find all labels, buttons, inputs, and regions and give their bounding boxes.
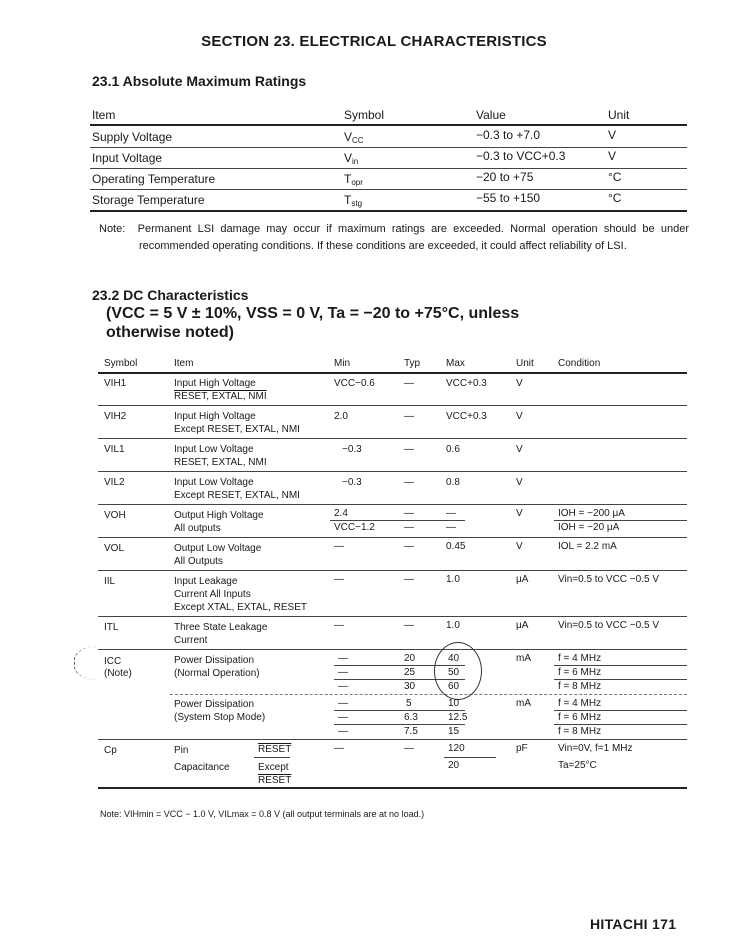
dc-unit: V: [516, 541, 523, 552]
dc-unit: V: [516, 508, 523, 519]
dc-condition: IOL = 2.2 mA: [558, 541, 617, 552]
dc-min: —: [334, 541, 344, 552]
dc-symbol: VOL: [104, 543, 125, 554]
dc-item-pins: RESET, EXTAL, NMI: [174, 391, 267, 402]
dc-typ: 30: [404, 681, 416, 692]
dc-footnote: Note: VIHmin = VCC − 1.0 V, VILmax = 0.8 V (all output terminals are at no load.): [100, 809, 425, 819]
dc-max: 0.6: [446, 444, 460, 455]
dc-min: —: [338, 667, 348, 678]
dc-item: Power Dissipation: [174, 699, 255, 710]
dc-symbol-note: (Note): [104, 668, 132, 679]
section-23-1-title: 23.1 Absolute Maximum Ratings: [92, 73, 307, 89]
dc-typ: —: [404, 477, 414, 488]
amr-row-symbol: $T_{stg}$: [344, 193, 363, 208]
dc-max: 40: [448, 653, 460, 664]
dc-symbol: ICC: [104, 656, 122, 667]
dc-max: 120: [448, 743, 465, 754]
dc-unit: V: [516, 411, 523, 422]
amr-row-item: Supply Voltage: [92, 130, 173, 144]
dc-condition: f = 6 MHz: [558, 667, 602, 678]
dc-min: —: [334, 743, 344, 754]
dc-symbol: VIL2: [104, 477, 125, 488]
dc-unit: V: [516, 378, 523, 389]
dc-condition: IOH = −20 μA: [558, 522, 620, 533]
handwritten-circle-mark: [434, 642, 482, 700]
dc-item: Power Dissipation: [174, 655, 255, 666]
dc-unit: μA: [516, 620, 529, 631]
dc-typ: —: [404, 574, 414, 585]
dc-conditions-line2: otherwise noted): [106, 324, 235, 341]
dc-max: 0.8: [446, 477, 460, 488]
dc-typ: —: [404, 743, 414, 754]
dc-header-symbol: Symbol: [104, 358, 138, 369]
note-text: Permanent LSI damage may occur if maximum ratings are exceeded. Normal operation should be under recommended operating conditions. If these conditions are exceeded, it could affect reliability of LSI.: [137, 223, 689, 252]
dc-item-pins: Except RESET, EXTAL, NMI: [174, 424, 300, 435]
dc-item: Input Low Voltage: [174, 444, 254, 455]
dc-symbol: ITL: [104, 622, 119, 633]
dc-item: Output Low Voltage: [174, 543, 262, 554]
dc-item-detail: Capacitance: [174, 762, 230, 773]
amr-row-value: −20 to +75: [476, 170, 534, 184]
amr-header-value: Value: [476, 108, 506, 122]
dc-max: VCC+0.3: [446, 411, 487, 422]
dc-min: —: [334, 620, 344, 631]
dc-max: 0.45: [446, 541, 466, 552]
dc-max: —: [446, 508, 456, 519]
dc-conditions-line1: (VCC = 5 V ± 10%, VSS = 0 V, Ta = −20 to +75°C, unless: [106, 305, 520, 322]
dc-item: Input High Voltage: [174, 378, 256, 389]
dc-condition: Vin=0.5 to VCC −0.5 V: [558, 620, 659, 631]
dc-max: 12.5: [448, 712, 468, 723]
dc-header-condition: Condition: [558, 358, 601, 369]
dc-max: —: [446, 522, 456, 533]
dc-min: —: [334, 574, 344, 585]
amr-row-value: −0.3 to +7.0: [476, 128, 541, 142]
dc-typ: —: [404, 444, 414, 455]
dc-max: VCC+0.3: [446, 378, 487, 389]
page-brand-number: HITACHI 171: [590, 916, 677, 932]
dc-unit: V: [516, 444, 523, 455]
amr-row-value: −55 to +150: [476, 191, 541, 205]
section-23-2-title: 23.2 DC Characteristics: [92, 287, 249, 303]
amr-row-unit: V: [608, 128, 617, 142]
dc-item: Input Low Voltage: [174, 477, 254, 488]
dc-typ: —: [404, 522, 414, 533]
amr-row-value: −0.3 to VCC+0.3: [476, 149, 566, 163]
dc-typ: —: [404, 411, 414, 422]
dc-max: 20: [448, 760, 460, 771]
dc-item-pins: All Outputs: [174, 556, 223, 567]
dc-symbol: VOH: [104, 510, 126, 521]
dc-item: Pin: [174, 745, 189, 756]
dc-symbol: IIL: [104, 576, 116, 587]
dc-typ: 5: [406, 698, 412, 709]
dc-typ: —: [404, 378, 414, 389]
dc-header-item: Item: [174, 358, 194, 369]
amr-row-item: Storage Temperature: [92, 193, 205, 207]
dc-max: 50: [448, 667, 460, 678]
dc-condition: Ta=25°C: [558, 760, 597, 771]
dc-condition: Vin=0.5 to VCC −0.5 V: [558, 574, 659, 585]
dc-unit: mA: [516, 653, 531, 664]
dc-unit: mA: [516, 698, 531, 709]
amr-row-item: Input Voltage: [92, 151, 163, 165]
amr-row-symbol: $V_{CC}$: [344, 130, 364, 145]
dc-pin-name: RESET: [258, 744, 292, 755]
amr-header-item: Item: [92, 108, 116, 122]
dc-typ: 6.3: [404, 712, 418, 723]
dc-typ: —: [404, 541, 414, 552]
dc-symbol: VIH1: [104, 378, 127, 389]
dc-min: 2.0: [334, 411, 348, 422]
dc-symbol: VIL1: [104, 444, 125, 455]
amr-header-unit: Unit: [608, 108, 630, 122]
dc-max: 1.0: [446, 620, 460, 631]
dc-condition: f = 8 MHz: [558, 726, 602, 737]
dc-unit: pF: [516, 743, 528, 754]
dc-typ: 20: [404, 653, 416, 664]
dc-header-typ: Typ: [404, 358, 421, 369]
dc-condition: f = 4 MHz: [558, 653, 602, 664]
dc-typ: 25: [404, 667, 416, 678]
amr-header-symbol: Symbol: [344, 108, 385, 122]
dc-symbol: Cp: [104, 745, 117, 756]
dc-unit: μA: [516, 574, 529, 585]
dc-unit: V: [516, 477, 523, 488]
dc-typ: —: [404, 508, 414, 519]
dc-pin-name: Except: [258, 762, 289, 773]
dc-item-detail: Current: [174, 635, 208, 646]
dc-header-max: Max: [446, 358, 465, 369]
dc-min: —: [338, 726, 348, 737]
dc-typ: 7.5: [404, 726, 418, 737]
dc-item: Output High Voltage: [174, 510, 264, 521]
dc-min: −0.3: [342, 444, 362, 455]
dc-item-pins: Except RESET, EXTAL, NMI: [174, 490, 300, 501]
dc-max: 60: [448, 681, 460, 692]
amr-note: [99, 221, 689, 255]
amr-row-unit: V: [608, 149, 617, 163]
dc-max: 1.0: [446, 574, 460, 585]
dc-min: —: [338, 681, 348, 692]
dc-item: Input Leakage: [174, 576, 238, 587]
dc-min: VCC−0.6: [334, 378, 375, 389]
dc-condition: f = 4 MHz: [558, 698, 602, 709]
dc-condition: f = 8 MHz: [558, 681, 602, 692]
dc-item-pins: Except XTAL, EXTAL, RESET: [174, 602, 308, 613]
dc-condition: IOH = −200 μA: [558, 508, 625, 519]
dc-min: —: [338, 653, 348, 664]
dc-item: Input High Voltage: [174, 411, 256, 422]
dc-max: 15: [448, 726, 460, 737]
dc-item-pins: RESET, EXTAL, NMI: [174, 457, 267, 468]
dc-item-detail: Current All Inputs: [174, 589, 251, 600]
dc-item-pins: All outputs: [174, 523, 221, 534]
dc-pin-name: RESET: [258, 775, 292, 786]
note-label: Note:: [99, 223, 126, 235]
dc-condition: Vin=0V, f=1 MHz: [558, 743, 633, 754]
dc-typ: —: [404, 620, 414, 631]
dc-min: 2.4: [334, 508, 348, 519]
dc-item-detail: (Normal Operation): [174, 668, 260, 679]
amr-row-symbol: $V_{in}$: [344, 151, 359, 166]
section-title: SECTION 23. ELECTRICAL CHARACTERISTICS: [201, 33, 547, 50]
dc-item-detail: (System Stop Mode): [174, 712, 266, 723]
dc-min: −0.3: [342, 477, 362, 488]
dc-min: —: [338, 712, 348, 723]
amr-row-item: Operating Temperature: [92, 172, 216, 186]
dc-header-unit: Unit: [516, 358, 534, 369]
dc-min: —: [338, 698, 348, 709]
dc-min: VCC−1.2: [334, 522, 375, 533]
dc-symbol: VIH2: [104, 411, 127, 422]
dc-item: Three State Leakage: [174, 622, 268, 633]
amr-row-unit: °C: [608, 170, 622, 184]
amr-row-unit: °C: [608, 191, 622, 205]
dc-condition: f = 6 MHz: [558, 712, 602, 723]
amr-row-symbol: $T_{opr}$: [344, 172, 363, 187]
dc-header-min: Min: [334, 358, 351, 369]
dc-max: 10: [448, 698, 460, 709]
